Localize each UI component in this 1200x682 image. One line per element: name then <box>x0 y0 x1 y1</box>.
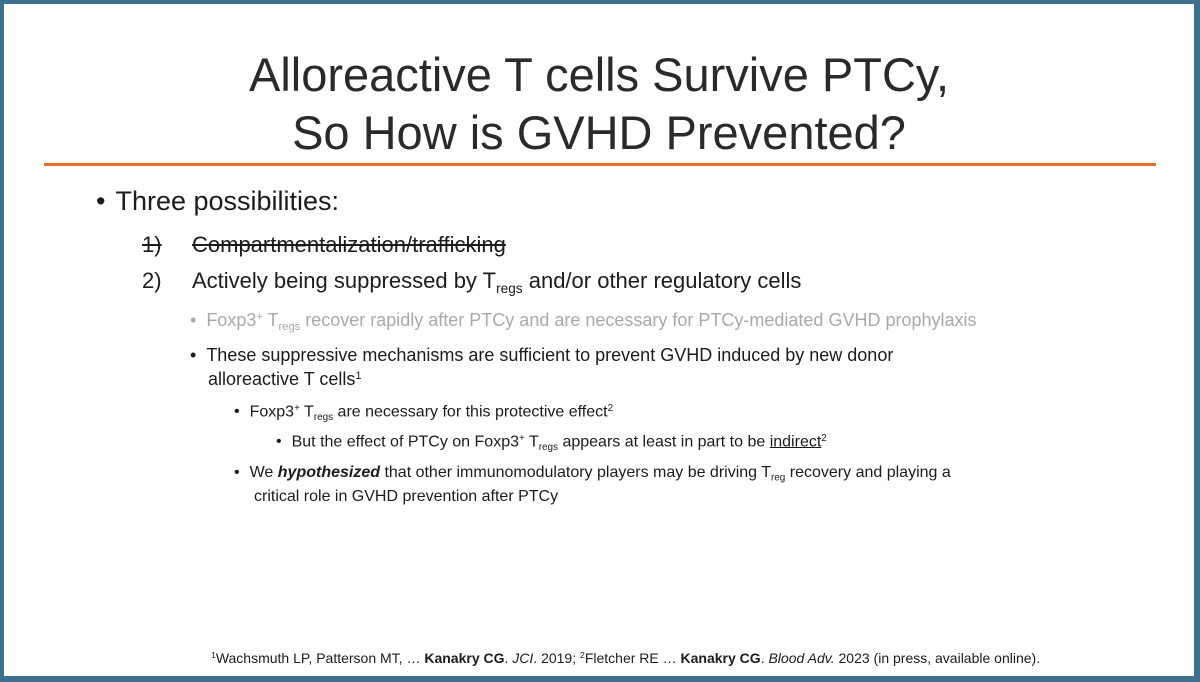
bullet-hypothesis: • We hypothesized that other immunomodulatory players may be driving $T_{reg}$ recovery and playing a <box>234 464 951 484</box>
references-footer: $^1$Wachsmuth LP, Patterson MT, … Kanakry CG. JCI. 2019; $^2$Fletcher RE … Kanakry CG. Blood Adv. 2023 (in press, available online). <box>211 650 1041 666</box>
slide-title <box>4 46 1194 162</box>
bullet-dot-icon: • <box>190 310 197 330</box>
bullet-three-possibilities: • Three possibilities: <box>96 186 340 216</box>
bullet-foxp3-recover: • Foxp3+ $T_{regs}$ recover rapidly after PTCy and are necessary for PTCy-mediated GVHD prophylaxis <box>190 310 977 333</box>
bullet-suppressive-mechanisms: • These suppressive mechanisms are sufficient to prevent GVHD induced by new donor <box>190 345 894 365</box>
item-1: 1) Compartmentalization/trafficking <box>142 232 506 257</box>
title-line-2: So How is GVHD Prevented? <box>292 106 906 159</box>
bullet-dot-icon: • <box>234 403 240 421</box>
bullet-tregs-necessary: • Foxp3+ $T_{regs}$ are necessary for this protective effect$^2$ <box>234 403 614 423</box>
title-line-1: Alloreactive T cells Survive PTCy, <box>249 48 949 101</box>
bullet-indirect-effect: • But the effect of PTCy on Foxp3+ $T_{regs}$ appears at least in part to be indirect$^2$ <box>276 433 827 453</box>
bullet-dot-icon: • <box>190 345 197 365</box>
title-divider <box>44 163 1156 166</box>
bullet-hypothesis-cont: critical role in GVHD prevention after PTCy <box>254 488 559 505</box>
slide <box>4 4 1194 676</box>
bullet-dot-icon: • <box>96 186 106 216</box>
bullet-dot-icon: • <box>276 433 282 451</box>
item-2: 2) Actively being suppressed by $T_{regs}$ and/or other regulatory cells <box>142 268 802 296</box>
bullet-suppressive-mechanisms-cont: alloreactive T cells$^1$ <box>208 369 362 389</box>
bullet-dot-icon: • <box>234 464 240 481</box>
